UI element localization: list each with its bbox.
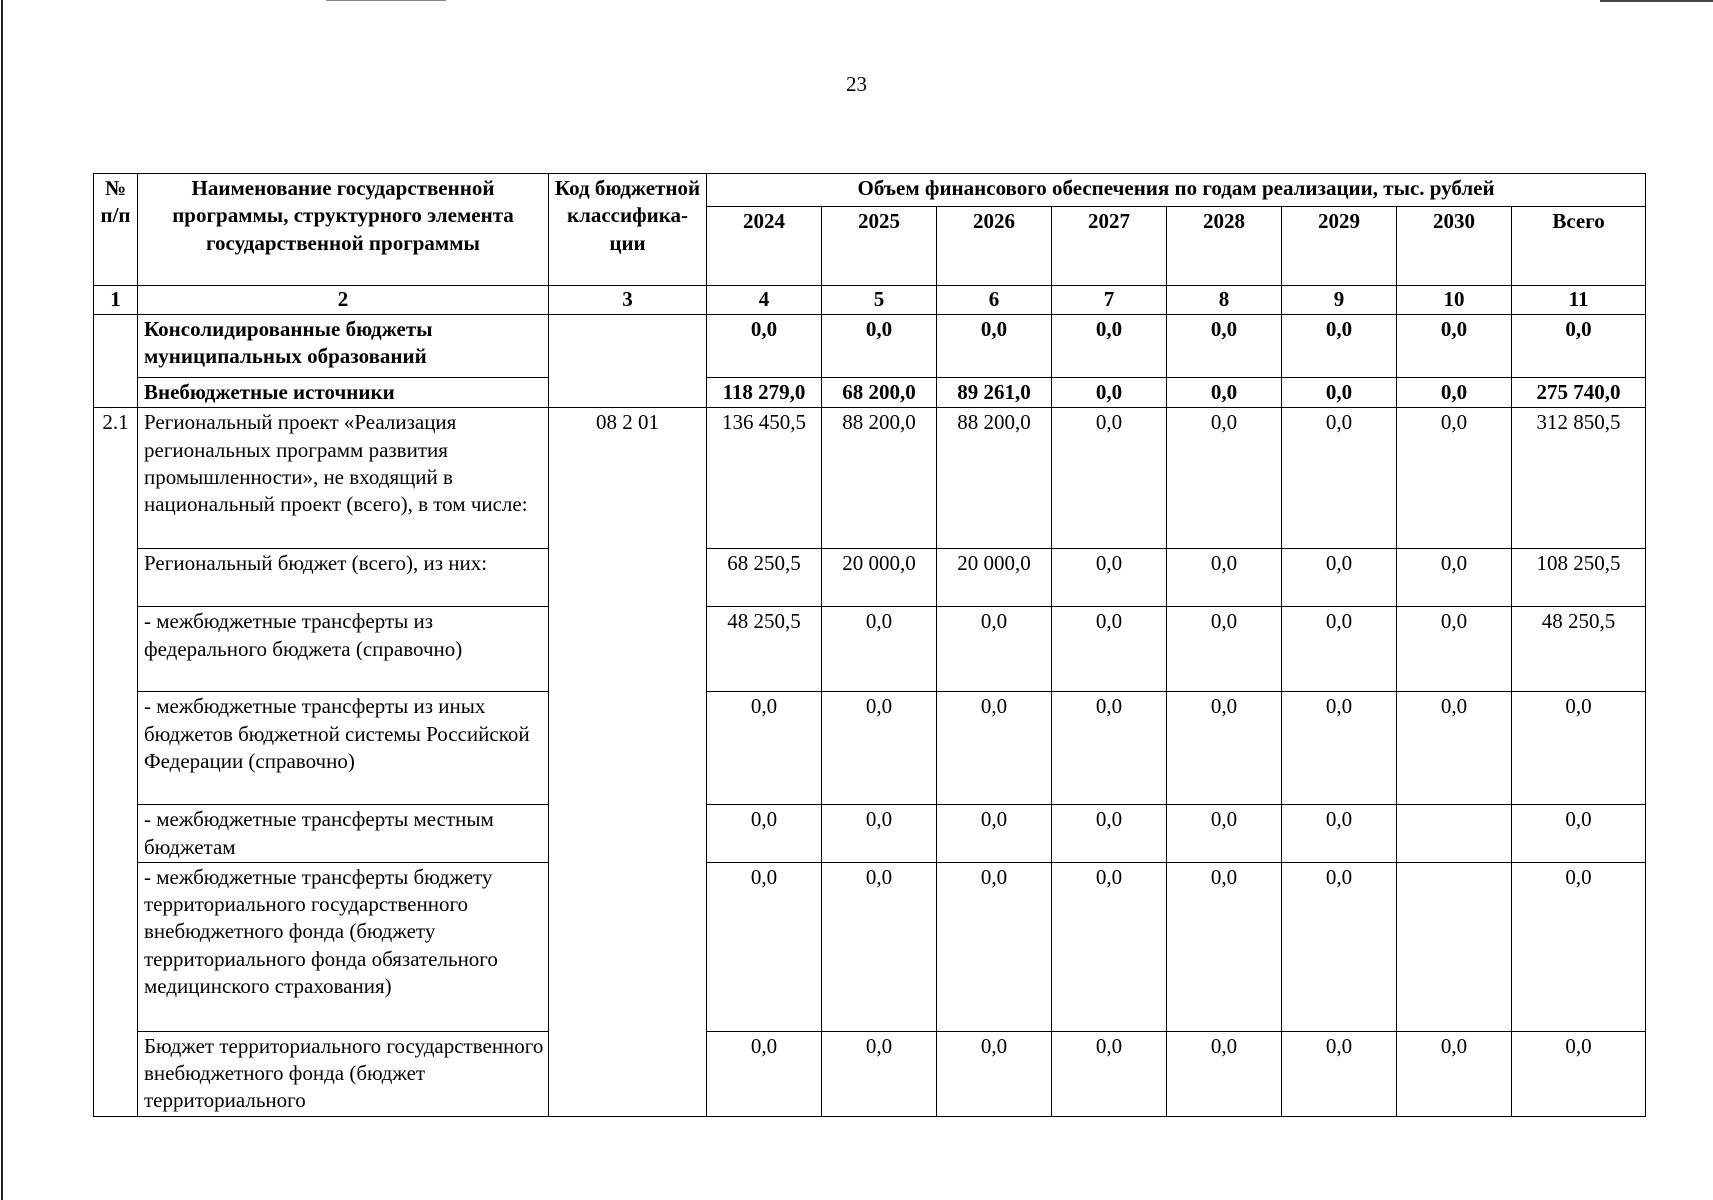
value-cell: 0,0 [1167,805,1282,863]
value-cell: 0,0 [707,315,822,378]
header-year-total: Всего [1512,207,1646,286]
value-cell: 0,0 [1167,378,1282,408]
column-index: 4 [707,286,822,315]
value-cell: 0,0 [1167,862,1282,1031]
value-cell: 0,0 [1052,607,1167,692]
header-row [94,174,1646,207]
value-cell-total: 0,0 [1512,805,1646,863]
value-cell-total: 275 740,0 [1512,378,1646,408]
table-row [94,1031,1646,1116]
table-row [94,692,1646,805]
row-name: Бюджет территориального государственного внебюджетного фонда (бюджет территориального [138,1031,549,1116]
value-cell: 0,0 [707,1031,822,1116]
column-index: 6 [937,286,1052,315]
page-edge-top-right [1600,0,1713,2]
value-cell: 68 200,0 [822,378,937,408]
value-cell: 0,0 [822,805,937,863]
value-cell: 0,0 [822,862,937,1031]
header-year: 2027 [1052,207,1167,286]
row-name: Консолидированные бюджеты муниципальных образований [138,315,549,378]
row-num: 2.1 [94,408,138,1116]
value-cell-total: 0,0 [1512,1031,1646,1116]
value-cell: 0,0 [1397,1031,1512,1116]
row-name: - межбюджетные трансферты местным бюджетам [138,805,549,863]
row-name: - межбюджетные трансферты из федерального бюджета (справочно) [138,607,549,692]
value-cell: 0,0 [1397,315,1512,378]
value-cell-total: 0,0 [1512,315,1646,378]
header-code: Код бюджетной классифика-ции [549,174,707,286]
header-year: 2024 [707,207,822,286]
header-year: 2026 [937,207,1052,286]
page-number: 23 [846,72,867,96]
row-name: Региональный проект «Реализация региональных программ развития промышленности», не входящий в национальный проект (всего), в том числе: [138,408,549,549]
value-cell: 89 261,0 [937,378,1052,408]
value-cell: 0,0 [937,1031,1052,1116]
column-index-row [94,286,1646,315]
value-cell: 0,0 [1282,692,1397,805]
header-year: 2025 [822,207,937,286]
value-cell: 88 200,0 [822,408,937,549]
value-cell: 0,0 [937,692,1052,805]
row-num [94,315,138,408]
table-row [94,408,1646,549]
value-cell: 0,0 [1167,1031,1282,1116]
value-cell: 0,0 [937,805,1052,863]
value-cell: 0,0 [1282,408,1397,549]
value-cell: 0,0 [822,1031,937,1116]
row-name: Внебюджетные источники [138,378,549,408]
value-cell: 0,0 [1052,408,1167,549]
value-cell: 0,0 [937,315,1052,378]
value-cell: 118 279,0 [707,378,822,408]
value-cell: 0,0 [1052,1031,1167,1116]
page-edge-left [1,0,3,1200]
value-cell: 0,0 [1167,549,1282,607]
row-code [549,315,707,408]
value-cell: 68 250,5 [707,549,822,607]
value-cell-total: 312 850,5 [1512,408,1646,549]
header-year: 2029 [1282,207,1397,286]
value-cell: 0,0 [1282,607,1397,692]
value-cell: 0,0 [1052,805,1167,863]
table-row [94,805,1646,863]
financing-table [93,173,1646,1117]
row-name: Региональный бюджет (всего), из них: [138,549,549,607]
header-name: Наименование государственной программы, структурного элемента государственной программы [138,174,549,286]
value-cell [1397,805,1512,863]
value-cell: 0,0 [1282,1031,1397,1116]
column-index: 9 [1282,286,1397,315]
value-cell: 0,0 [822,692,937,805]
value-cell: 0,0 [822,607,937,692]
value-cell: 0,0 [1397,692,1512,805]
value-cell: 0,0 [1282,549,1397,607]
table-row [94,315,1646,378]
column-index: 3 [549,286,707,315]
value-cell: 20 000,0 [937,549,1052,607]
table-row [94,378,1646,408]
value-cell: 0,0 [1052,862,1167,1031]
header-year: 2028 [1167,207,1282,286]
value-cell [1397,862,1512,1031]
header-volume: Объем финансового обеспечения по годам реализации, тыс. рублей [707,174,1646,207]
table-row [94,549,1646,607]
value-cell: 0,0 [822,315,937,378]
value-cell: 0,0 [1397,607,1512,692]
value-cell: 0,0 [707,692,822,805]
value-cell: 88 200,0 [937,408,1052,549]
value-cell: 0,0 [1282,805,1397,863]
value-cell: 0,0 [937,607,1052,692]
value-cell: 0,0 [1052,549,1167,607]
header-year: 2030 [1397,207,1512,286]
value-cell: 0,0 [1282,378,1397,408]
column-index: 2 [138,286,549,315]
value-cell: 0,0 [1052,692,1167,805]
value-cell: 0,0 [1052,378,1167,408]
row-code: 08 2 01 [549,408,707,1116]
value-cell: 0,0 [1167,315,1282,378]
column-index: 10 [1397,286,1512,315]
table-row [94,862,1646,1031]
value-cell: 48 250,5 [707,607,822,692]
value-cell: 0,0 [1167,607,1282,692]
value-cell: 0,0 [937,862,1052,1031]
column-index: 1 [94,286,138,315]
value-cell: 0,0 [707,862,822,1031]
column-index: 11 [1512,286,1646,315]
value-cell: 0,0 [1397,549,1512,607]
value-cell-total: 0,0 [1512,692,1646,805]
value-cell: 0,0 [1397,408,1512,549]
value-cell: 0,0 [1397,378,1512,408]
page-edge-top [326,0,446,1]
row-name: - межбюджетные трансферты из иных бюджетов бюджетной системы Российской Федерации (справочно) [138,692,549,805]
column-index: 5 [822,286,937,315]
column-index: 7 [1052,286,1167,315]
value-cell: 0,0 [707,805,822,863]
value-cell-total: 108 250,5 [1512,549,1646,607]
header-num: № п/п [94,174,138,286]
value-cell: 136 450,5 [707,408,822,549]
value-cell: 0,0 [1282,862,1397,1031]
column-index: 8 [1167,286,1282,315]
row-name: - межбюджетные трансферты бюджету территориального государственного внебюджетного фонда (бюджету территориального фонда обязательного медицинского страхования) [138,862,549,1031]
value-cell: 20 000,0 [822,549,937,607]
value-cell-total: 48 250,5 [1512,607,1646,692]
value-cell-total: 0,0 [1512,862,1646,1031]
value-cell: 0,0 [1052,315,1167,378]
value-cell: 0,0 [1167,408,1282,549]
table-row [94,607,1646,692]
value-cell: 0,0 [1282,315,1397,378]
value-cell: 0,0 [1167,692,1282,805]
